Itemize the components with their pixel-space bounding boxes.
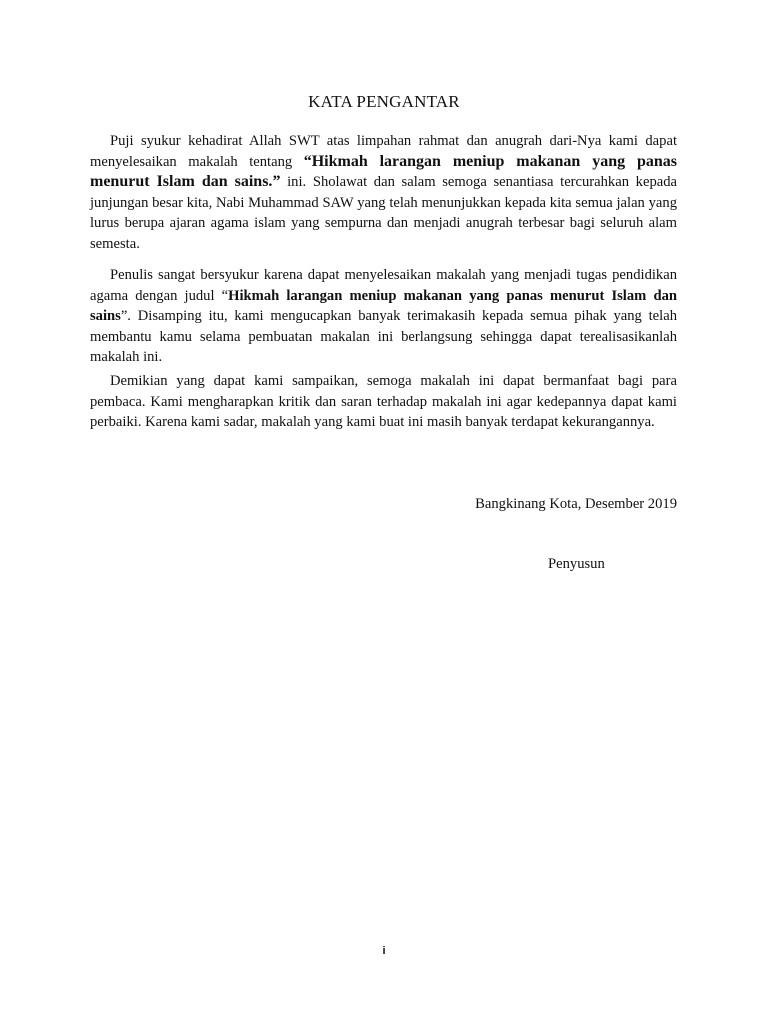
- paragraph-1-rest: ini. Sholawat dan salam semoga senantiasa tercurahkan kepada junjungan besar kita, Nabi Muhammad SAW yang telah menunjukkan kepada kita semua jalan yang lurus berupa ajaran agama islam yang sempurna dan menjadi anugrah terbesar bagi seluruh alam semesta.: [90, 174, 677, 252]
- page-title: KATA PENGANTAR: [308, 92, 460, 111]
- paragraph-1-intro: Puji syukur kehadirat Allah SWT atas limpahan rahmat dan anugrah dari-Nya kami dapat menyelesaikan makalah tentang: [90, 133, 677, 170]
- paragraph-1-quote-close: ”: [272, 173, 281, 191]
- paragraph-1-quote-open: “: [303, 152, 312, 170]
- paragraph-1-title-emphasis: Hikmah larangan meniup makanan yang panas menurut Islam dan sains.: [90, 152, 678, 191]
- paragraph-2: [90, 265, 677, 368]
- paragraph-3: [90, 371, 677, 433]
- paragraph-2-title-emphasis: Hikmah larangan meniup makanan yang panas menurut Islam dan sains: [90, 287, 677, 325]
- paragraph-1: [90, 131, 677, 255]
- place-and-date: Bangkinang Kota, Desember 2019: [475, 496, 677, 512]
- paragraph-2-rest: ”. Disamping itu, kami mengucapkan banyak terimakasih kepada semua pihak yang telah membantu kamu selama pembuatan makalan ini berlangsung sehingga dapat terealisasikanlah makalah ini.: [90, 308, 677, 366]
- page-number: i: [382, 945, 386, 957]
- signer-label: Penyusun: [548, 556, 605, 572]
- paragraph-2-intro: Penulis sangat bersyukur karena dapat menyelesaikan makalah yang menjadi tugas pendidikan agama dengan judul “: [90, 267, 677, 304]
- paragraph-3-text: Demikian yang dapat kami sampaikan, semoga makalah ini dapat bermanfaat bagi para pembaca. Kami mengharapkan kritik dan saran terhadap makalah ini agar kedepannya dapat kami perbaiki. Karena kami sadar, makalah yang kami buat ini masih banyak terdapat kekurangannya.: [90, 373, 677, 431]
